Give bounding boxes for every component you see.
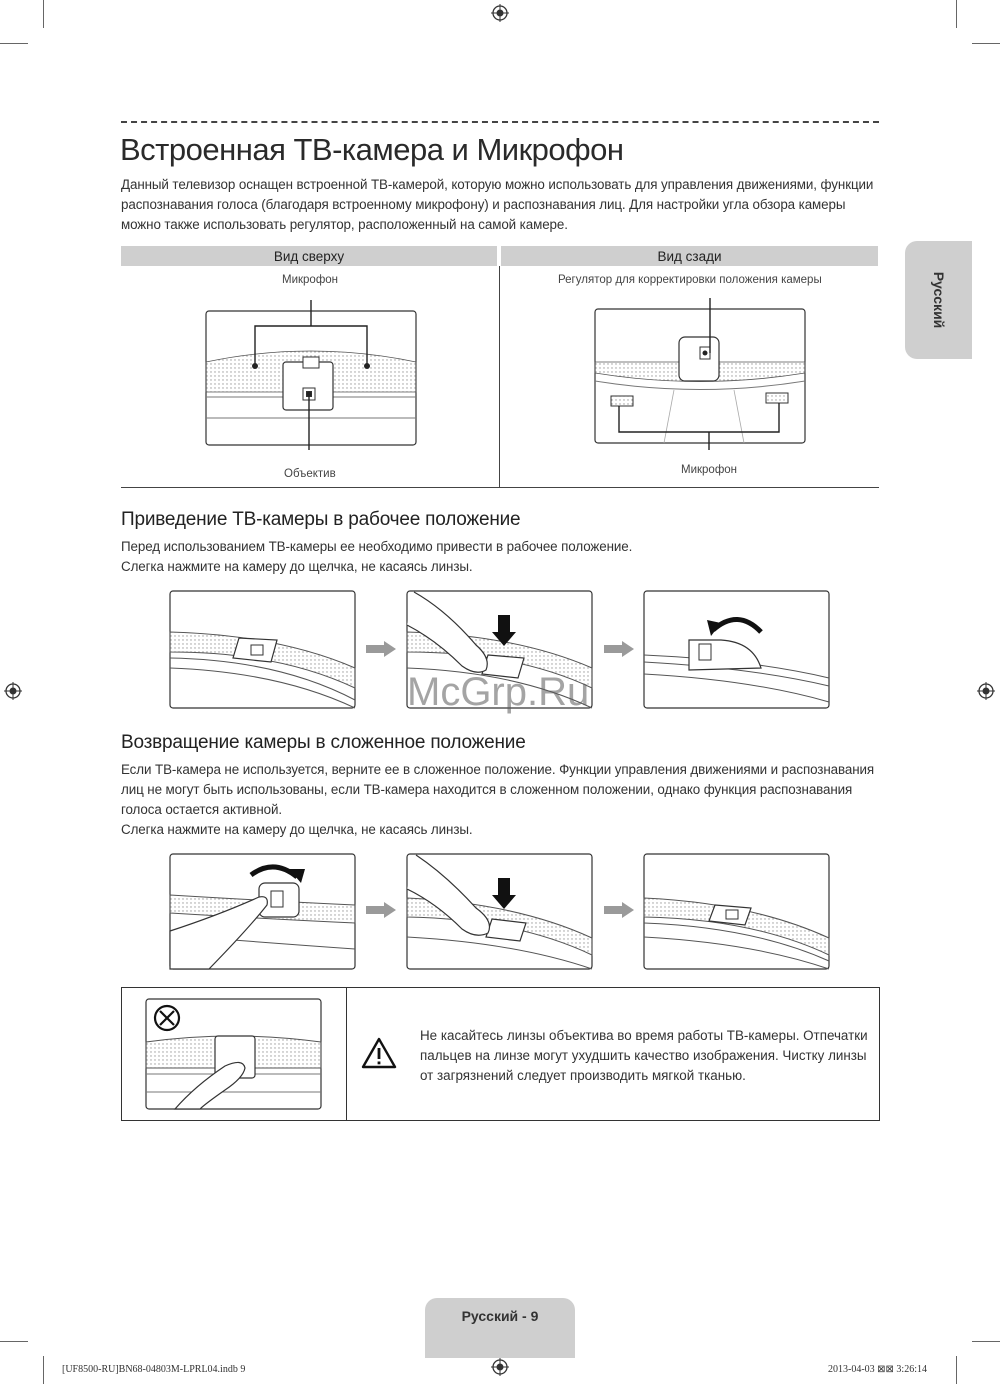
back-view-microphone-label: Микрофон [681, 464, 738, 476]
page-title: Встроенная ТВ-камера и Микрофон [120, 132, 624, 167]
step-image-closed [169, 590, 356, 709]
section-down-line2: Слегка нажмите на камеру до щелчка, не касаясь линзы. [121, 822, 473, 837]
page-number-tab [425, 1298, 575, 1358]
page-number: Русский - 9 [461, 1308, 539, 1324]
print-slug-right: 2013-04-03 ⊠⊠ 3:26:14 [828, 1364, 927, 1375]
warning-box-divider [346, 987, 347, 1121]
step-image-open [643, 590, 830, 709]
views-bottom-rule [121, 487, 879, 488]
section-up-line1: Перед использованием ТВ-камеры ее необходимо привести в рабочее положение. [121, 539, 633, 554]
arrow-right-icon [604, 902, 634, 918]
arrow-right-icon [604, 641, 634, 657]
warning-text: Не касайтесь линзы объектива во время работы ТВ-камеры. Отпечатки пальцев на линзе могут ухудшить качество изображения. Чистку линзы от загрязнений следует производить мягкой тканью. [420, 1028, 868, 1083]
top-view-illustration [205, 290, 417, 450]
section-down-line1: Если ТВ-камера не используется, верните ее в сложенное положение. Функции управления движениями и распознавания лиц не могут быть использованы, если ТВ-камера находится в сложенном положении, однако функция распознавания голоса остается активной. [121, 762, 875, 817]
crop-mark [972, 43, 1000, 44]
registration-mark-icon [491, 1358, 509, 1376]
registration-mark-icon [4, 682, 22, 700]
top-view-lens-label: Объектив [284, 468, 336, 480]
crop-mark [0, 43, 28, 44]
language-side-tab [905, 241, 972, 359]
intro-paragraph: Данный телевизор оснащен встроенной ТВ-камерой, которую можно использовать для управления движениями, функции распознавания голоса (благодаря встроенному микрофону) и распознавания лиц. Для настройки угла обзора камеры можно также использовать регулятор, расположенный на самой камере. [121, 177, 874, 232]
back-view-adjuster-label: Регулятор для корректировки положения камеры [558, 274, 822, 286]
crop-mark [972, 1341, 1000, 1342]
warning-illustration [145, 998, 322, 1110]
print-slug-left: [UF8500-RU]BN68-04803M-LPRL04.indb 9 [62, 1364, 246, 1375]
crop-mark [0, 1341, 28, 1342]
views-divider [499, 266, 500, 487]
step-image-fold [169, 853, 356, 970]
crop-mark [956, 0, 957, 28]
section-divider [121, 121, 879, 123]
step-image-folded [643, 853, 830, 970]
warning-triangle-icon [361, 1037, 397, 1069]
back-view-illustration [594, 290, 806, 450]
registration-mark-icon [491, 4, 509, 22]
top-view-microphone-label: Микрофон [282, 274, 339, 286]
section-up-line2: Слегка нажмите на камеру до щелчка, не касаясь линзы. [121, 559, 473, 574]
crop-mark [43, 0, 44, 28]
arrow-right-icon [366, 641, 396, 657]
step-image-press-fold [406, 853, 593, 970]
arrow-right-icon [366, 902, 396, 918]
crop-mark [43, 1356, 44, 1384]
crop-mark [956, 1356, 957, 1384]
watermark: McGrp.Ru [407, 670, 590, 714]
top-view-heading: Вид сверху [121, 246, 497, 266]
language-side-tab-label: Русский [930, 271, 947, 329]
back-view-heading: Вид сзади [501, 246, 878, 266]
section-down-heading: Возвращение камеры в сложенное положение [121, 732, 526, 753]
registration-mark-icon [977, 682, 995, 700]
section-up-heading: Приведение ТВ-камеры в рабочее положение [121, 509, 521, 530]
